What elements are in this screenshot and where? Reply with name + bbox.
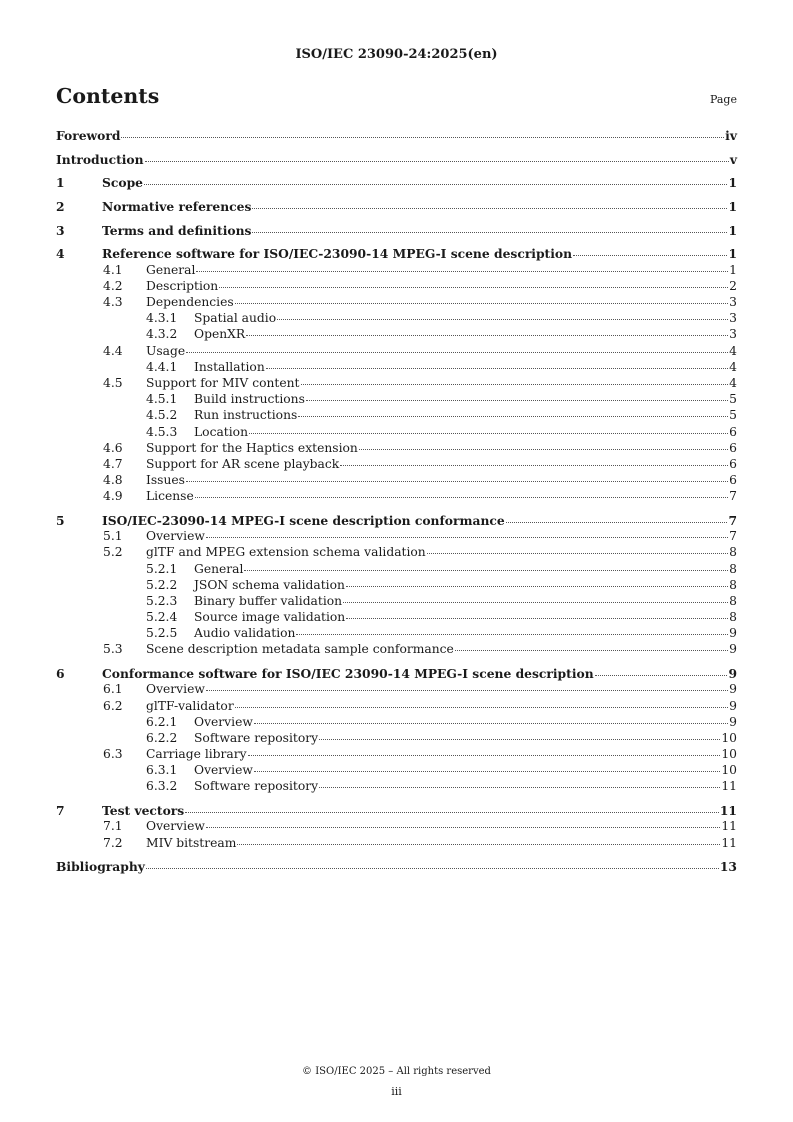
toc-entry-number: 3 [56, 222, 65, 238]
toc-entry-number: 4.3.1 [146, 311, 178, 326]
toc-entry[interactable] [56, 327, 737, 343]
toc-entry-title: Build instructions [194, 392, 305, 407]
toc-entry-title: General [146, 262, 196, 277]
dot-leader [254, 770, 720, 772]
toc-entry-page: 9 [729, 698, 737, 713]
dot-leader [248, 754, 721, 756]
dot-leader [144, 183, 727, 185]
toc-entry[interactable] [56, 529, 737, 545]
dot-leader [252, 207, 727, 209]
toc-entry-number: 4.9 [103, 489, 123, 504]
toc-entry[interactable] [56, 578, 737, 594]
toc-entry-title: MIV bitstream [146, 835, 237, 850]
toc-entry-title: Foreword [56, 128, 121, 143]
toc-entry-title: glTF-validator [146, 698, 234, 713]
toc-entry-page: 9 [729, 682, 737, 697]
toc-entry-title: Usage [146, 343, 186, 358]
toc-entry-title: Overview [194, 714, 253, 729]
dot-leader [219, 286, 728, 288]
contents-heading-row [56, 84, 737, 108]
toc-entry-title: Introduction [56, 151, 144, 167]
toc-entry-title: Overview [194, 763, 253, 778]
toc-entry[interactable] [56, 610, 737, 626]
toc-entry[interactable] [56, 682, 737, 698]
toc-entry[interactable] [56, 199, 737, 215]
dot-leader [252, 231, 727, 233]
toc-entry-title: Support for the Haptics extension [146, 440, 358, 455]
toc-entry-page: 6 [729, 440, 737, 455]
toc-entry-number: 5 [56, 512, 65, 528]
dot-leader [146, 867, 719, 869]
dot-leader [186, 480, 728, 482]
toc-entry-page: 1 [728, 222, 737, 238]
toc-entry[interactable] [56, 360, 737, 376]
toc-entry-title: Normative references [102, 199, 252, 215]
toc-entry-number: 4.4.1 [146, 359, 178, 374]
toc-entry-number: 6.3.1 [146, 763, 178, 778]
toc-entry-page: 3 [729, 327, 737, 342]
dot-leader [196, 270, 728, 272]
toc-entry-page: 3 [729, 311, 737, 326]
toc-entry-title: Overview [146, 819, 205, 834]
dot-leader [121, 136, 724, 138]
toc-entry-number: 4.1 [103, 262, 123, 277]
toc-entry-number: 6.3 [103, 747, 123, 762]
copyright-notice: © ISO/IEC 2025 – All rights reserved [302, 1066, 491, 1077]
toc-entry[interactable] [56, 699, 737, 715]
toc-entry[interactable] [56, 666, 737, 682]
toc-entry-number: 4.5.3 [146, 424, 178, 439]
toc-entry-number: 4.7 [103, 456, 123, 471]
toc-entry[interactable] [56, 376, 737, 392]
toc-entry[interactable] [56, 152, 737, 168]
toc-entry[interactable] [56, 513, 737, 529]
toc-entry-title: glTF and MPEG extension schema validation [146, 545, 426, 560]
toc-entry-title: JSON schema validation [194, 577, 345, 592]
toc-entry-title: Support for MIV content [146, 375, 300, 390]
toc-entry-title: Description [146, 278, 219, 293]
dot-leader [186, 351, 728, 353]
toc-entry[interactable] [56, 715, 737, 731]
toc-entry-page: 5 [729, 408, 737, 423]
dot-leader [595, 674, 728, 676]
toc-entry-title: Software repository [194, 730, 319, 745]
dot-leader [235, 706, 728, 708]
dot-leader [359, 448, 728, 450]
toc-entry-number: 4.5 [103, 375, 123, 390]
toc-entry[interactable] [56, 263, 737, 279]
document-id-header: ISO/IEC 23090-24:2025(en) [295, 47, 498, 62]
dot-leader [277, 318, 728, 320]
toc-entry-page: 1 [729, 262, 737, 277]
toc-entry-title: Support for AR scene playback [146, 456, 340, 471]
toc-entry-page: 7 [729, 489, 737, 504]
toc-entry[interactable] [56, 175, 737, 191]
dot-leader [206, 536, 728, 538]
toc-entry-page: 8 [729, 610, 737, 625]
toc-entry-page: 5 [729, 392, 737, 407]
toc-entry-title: Conformance software for ISO/IEC 23090-14 MPEG-I scene description [102, 666, 594, 682]
toc-entry-number: 7 [56, 803, 65, 819]
toc-entry-number: 5.1 [103, 529, 123, 544]
toc-entry-page: 8 [729, 577, 737, 592]
toc-entry-title: Installation [194, 359, 265, 374]
toc-entry-title: ISO/IEC-23090-14 MPEG-I scene description conformance [102, 512, 505, 528]
toc-entry-page: 4 [729, 375, 737, 390]
dot-leader [195, 496, 728, 498]
dot-leader [319, 786, 720, 788]
toc-entry-title: Issues [146, 473, 185, 488]
toc-entry-title: Carriage library [146, 747, 247, 762]
toc-entry-page: 13 [719, 859, 737, 875]
toc-entry-page: 9 [729, 714, 737, 729]
toc-entry[interactable] [56, 457, 737, 473]
toc-entry-title: Overview [146, 529, 205, 544]
toc-entry[interactable] [56, 425, 737, 441]
dot-leader [254, 722, 728, 724]
toc-entry[interactable] [56, 562, 737, 578]
toc-entry-number: 6.2.1 [146, 714, 178, 729]
page-column-label: Page [709, 93, 737, 106]
toc-entry[interactable] [56, 295, 737, 311]
dot-leader [573, 254, 727, 256]
dot-leader [246, 334, 728, 336]
toc-entry[interactable] [56, 473, 737, 489]
toc-entry-title: Source image validation [194, 610, 346, 625]
toc-entry[interactable] [56, 859, 737, 875]
toc-entry-page: 1 [728, 175, 737, 191]
toc-entry-title: Scene description metadata sample conformance [146, 642, 454, 657]
dot-leader [266, 367, 728, 369]
toc-entry-title: Binary buffer validation [194, 593, 343, 608]
dot-leader [185, 811, 719, 813]
toc-entry-number: 5.2.2 [146, 577, 178, 592]
toc-entry-title: Bibliography [56, 859, 145, 875]
dot-leader [346, 617, 728, 619]
toc-entry-page: 9 [729, 626, 737, 641]
toc-entry-page: iv [725, 128, 737, 143]
dot-leader [427, 552, 728, 554]
dot-leader [343, 601, 728, 603]
toc-entry-page: 7 [728, 512, 737, 528]
toc-entry-title: Scope [102, 175, 143, 191]
toc-entry[interactable] [56, 803, 737, 819]
toc-entry[interactable] [56, 747, 737, 763]
toc-entry-page: 10 [721, 747, 737, 762]
toc-entry-number: 4.2 [103, 278, 123, 293]
toc-entry-title: Spatial audio [194, 311, 277, 326]
dot-leader [455, 649, 728, 651]
toc-entry[interactable] [56, 441, 737, 457]
toc-entry-title: OpenXR [194, 327, 246, 342]
toc-entry[interactable] [56, 128, 737, 144]
toc-entry-number: 6.2.2 [146, 730, 178, 745]
toc-entry-number: 6.3.2 [146, 779, 178, 794]
toc-entry-title: Terms and definitions [102, 222, 252, 238]
dot-leader [306, 399, 728, 401]
toc-entry-page: v [729, 151, 737, 167]
toc-entry-page: 3 [729, 295, 737, 309]
toc-entry[interactable] [56, 626, 737, 642]
toc-entry-number: 6 [56, 666, 65, 682]
toc-entry[interactable] [56, 763, 737, 779]
toc-entry-page: 2 [729, 278, 737, 293]
dot-leader [296, 633, 728, 635]
toc-entry-page: 11 [719, 803, 737, 819]
toc-entry-title: Run instructions [194, 408, 298, 423]
toc-entry-page: 6 [729, 424, 737, 439]
toc-entry-page: 11 [721, 819, 737, 834]
toc-entry-title: Overview [146, 682, 205, 697]
table-of-contents [56, 128, 737, 875]
toc-entry-number: 5.2.3 [146, 593, 178, 608]
toc-entry[interactable] [56, 489, 737, 505]
toc-entry-title: Test vectors [102, 803, 185, 819]
toc-entry-number: 5.2.5 [146, 626, 178, 641]
toc-entry-page: 8 [729, 545, 737, 560]
toc-entry[interactable] [56, 545, 737, 561]
dot-leader [249, 432, 728, 434]
toc-entry[interactable] [56, 223, 737, 239]
toc-entry[interactable] [56, 246, 737, 262]
toc-entry-number: 7.2 [103, 835, 123, 850]
dot-leader [206, 689, 728, 691]
dot-leader [298, 415, 728, 417]
toc-entry[interactable] [56, 408, 737, 424]
toc-entry-number: 4.4 [103, 343, 123, 358]
toc-entry-number: 6.2 [103, 698, 123, 713]
toc-entry-page: 11 [721, 779, 737, 794]
toc-entry-page: 4 [729, 343, 737, 358]
toc-entry[interactable] [56, 642, 737, 658]
toc-entry-page: 10 [721, 730, 737, 745]
dot-leader [340, 464, 728, 466]
toc-entry[interactable] [56, 392, 737, 408]
toc-entry[interactable] [56, 344, 737, 360]
toc-entry-number: 4.6 [103, 440, 123, 455]
dot-leader [145, 160, 729, 162]
dot-leader [244, 569, 728, 571]
toc-entry-number: 2 [56, 199, 65, 215]
toc-entry-number: 4.8 [103, 473, 123, 488]
toc-entry-number: 5.2.1 [146, 561, 178, 576]
toc-entry-title: License [146, 489, 194, 504]
toc-entry-title: Software repository [194, 779, 319, 794]
toc-entry-number: 1 [56, 175, 65, 191]
toc-entry-number: 4.3 [103, 295, 123, 309]
toc-entry-page: 6 [729, 456, 737, 471]
toc-entry-page: 10 [721, 763, 737, 778]
toc-entry-title: Dependencies [146, 295, 234, 309]
toc-entry-page: 6 [729, 473, 737, 488]
contents-title: Contents [56, 84, 160, 108]
dot-leader [506, 521, 728, 523]
dot-leader [237, 843, 720, 845]
toc-entry-number: 4.3.2 [146, 327, 178, 342]
toc-entry[interactable] [56, 279, 737, 295]
toc-entry-page: 11 [721, 835, 737, 850]
page-number: iii [391, 1085, 402, 1098]
toc-entry-page: 1 [728, 246, 737, 262]
toc-entry-page: 9 [728, 666, 737, 682]
toc-entry-page: 8 [729, 593, 737, 608]
toc-entry[interactable] [56, 836, 737, 852]
toc-entry-number: 5.2.4 [146, 610, 178, 625]
toc-entry-page: 8 [729, 561, 737, 576]
toc-entry-page: 1 [728, 199, 737, 215]
toc-entry-title: Reference software for ISO/IEC-23090-14 MPEG-I scene description [102, 246, 573, 262]
dot-leader [319, 738, 720, 740]
toc-entry-number: 5.2 [103, 545, 123, 560]
toc-entry-number: 7.1 [103, 819, 123, 834]
toc-entry-number: 4.5.1 [146, 392, 178, 407]
toc-entry[interactable] [56, 311, 737, 327]
toc-entry-title: Location [194, 424, 248, 439]
toc-entry-page: 7 [729, 529, 737, 544]
dot-leader [346, 585, 728, 587]
toc-entry[interactable] [56, 731, 737, 747]
toc-entry-title: General [194, 561, 244, 576]
toc-entry[interactable] [56, 779, 737, 795]
toc-entry-page: 9 [729, 642, 737, 657]
dot-leader [206, 826, 720, 828]
toc-entry-number: 4.5.2 [146, 408, 178, 423]
dot-leader [235, 302, 728, 304]
toc-entry-number: 5.3 [103, 642, 123, 657]
toc-entry[interactable] [56, 594, 737, 610]
toc-entry-title: Audio validation [194, 626, 296, 641]
toc-entry-number: 4 [56, 246, 65, 262]
toc-entry-page: 4 [729, 359, 737, 374]
toc-entry-number: 6.1 [103, 682, 123, 697]
toc-entry[interactable] [56, 819, 737, 835]
dot-leader [301, 383, 729, 385]
